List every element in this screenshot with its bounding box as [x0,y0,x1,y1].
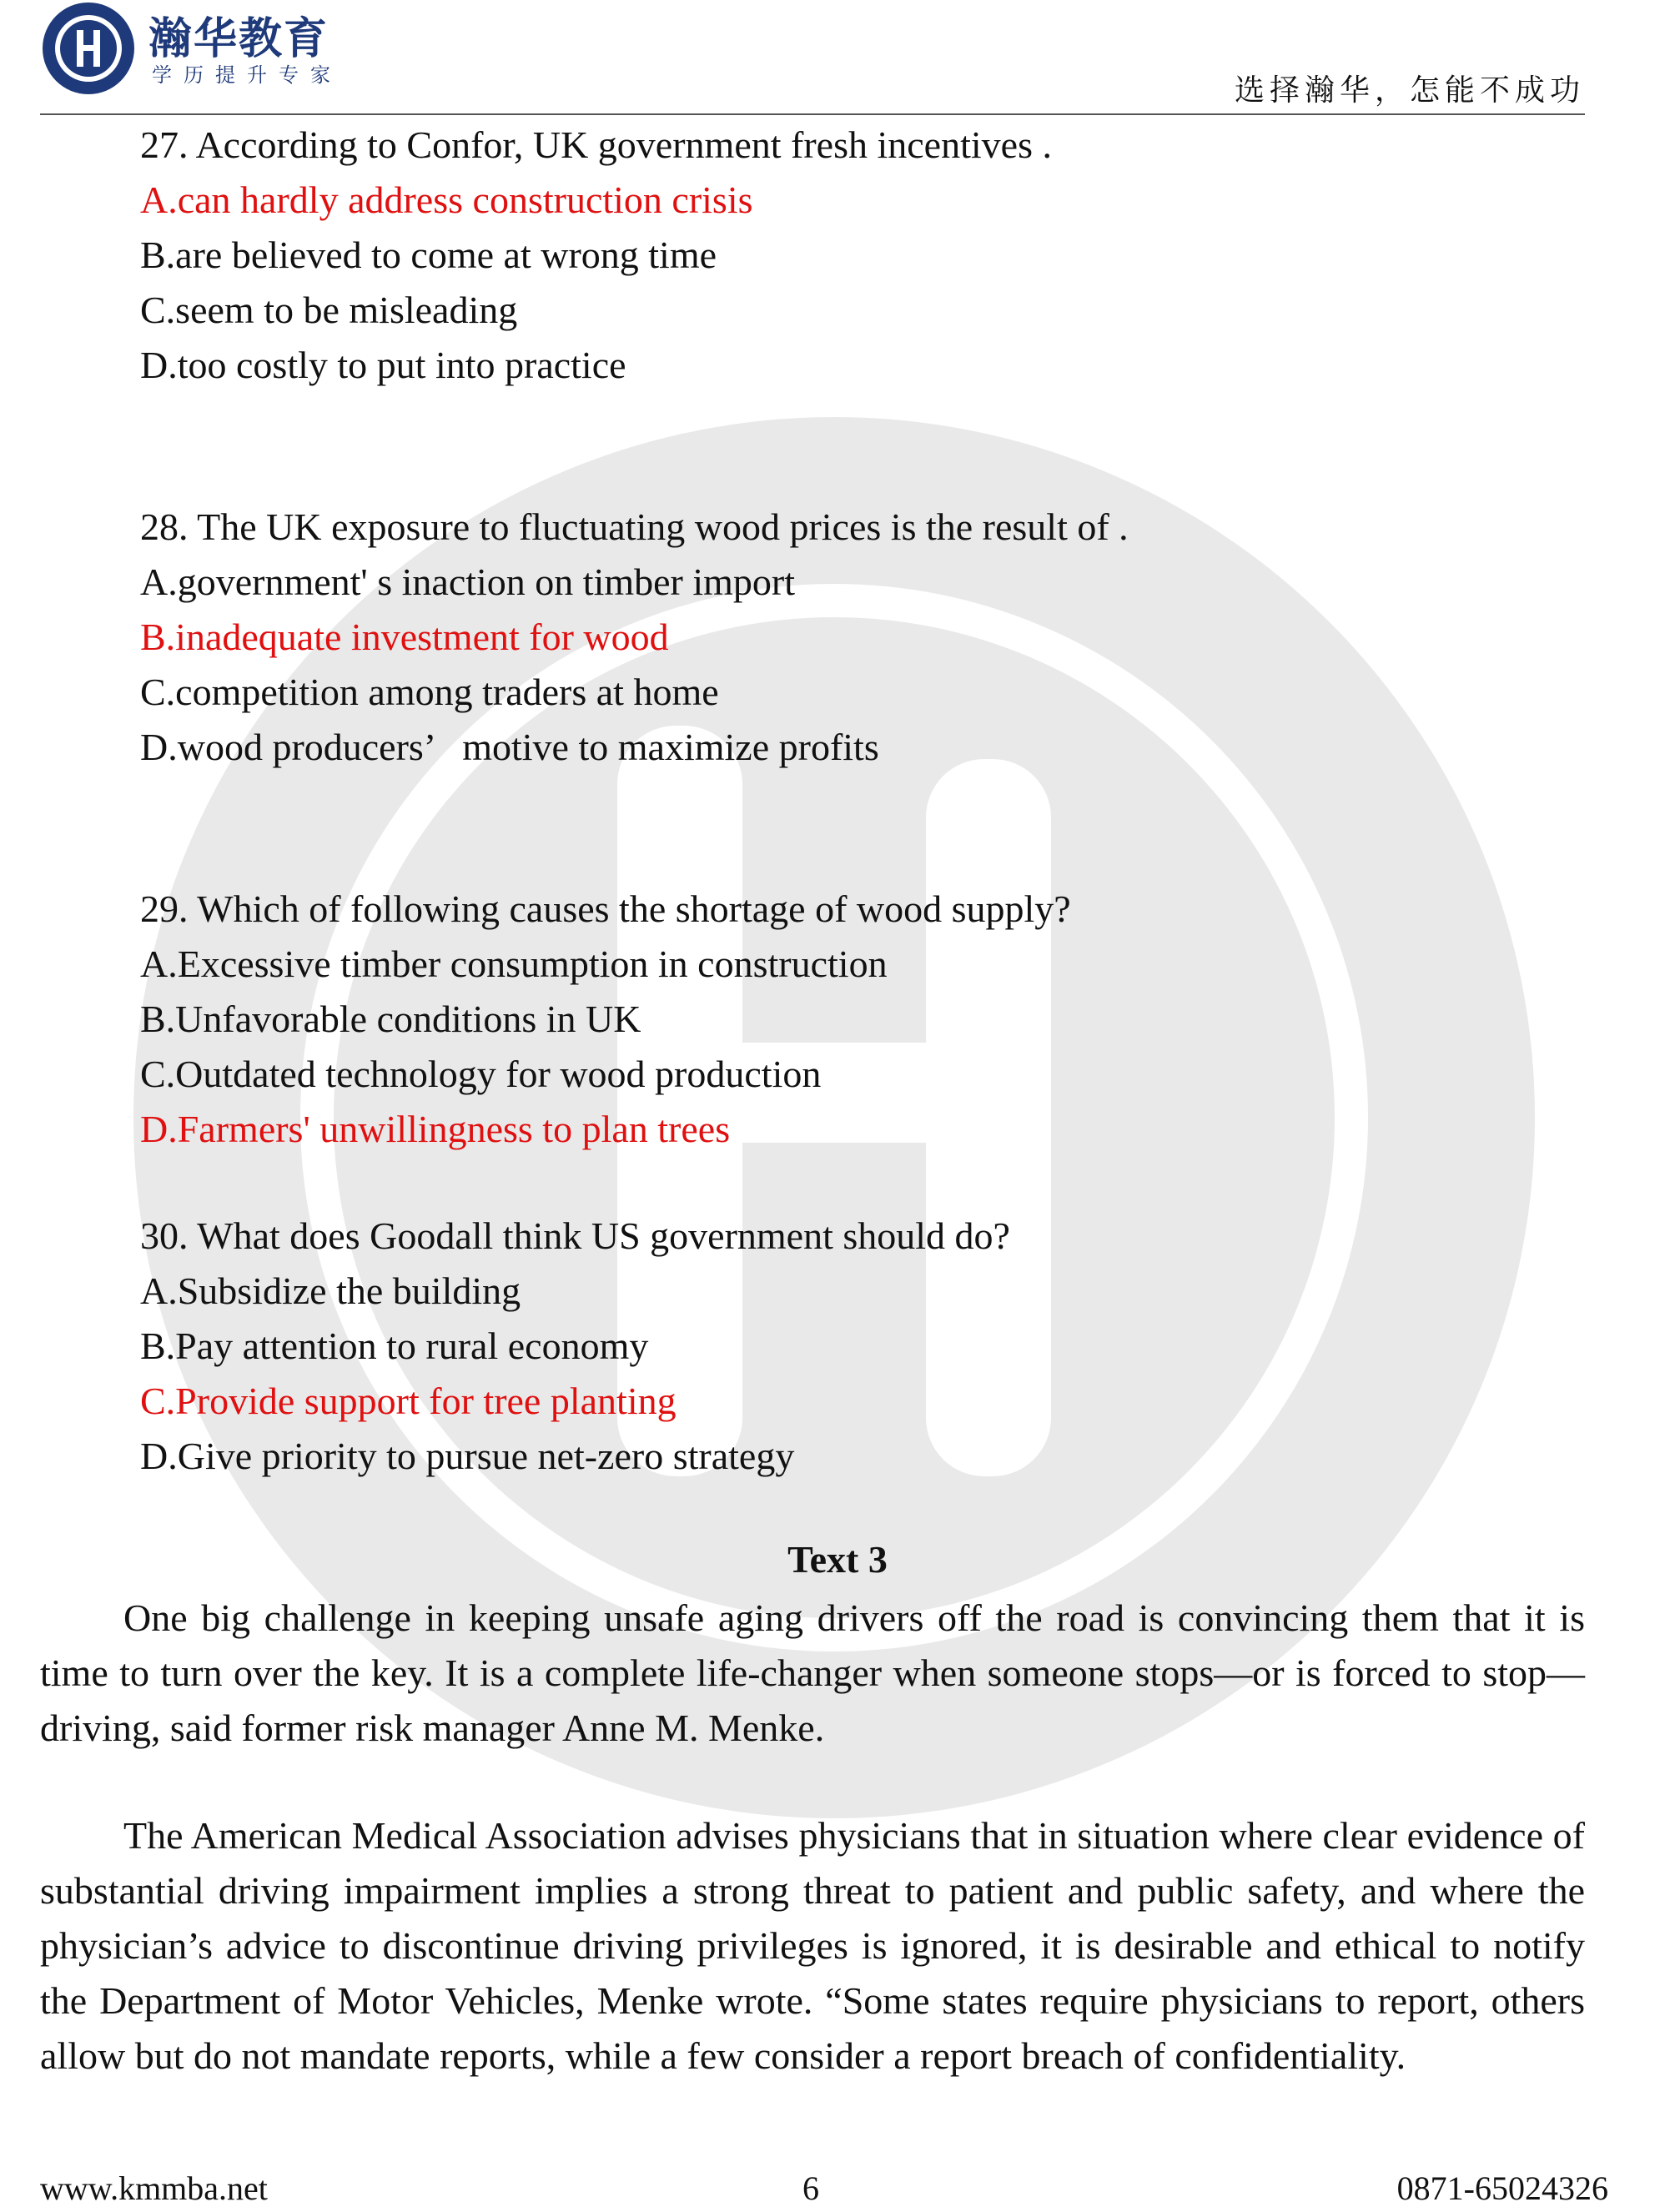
option-a: A.government' s inaction on timber import [140,561,796,603]
question-27 [140,118,1052,393]
question-29 [140,882,1071,1157]
option-d: D.Farmers' unwillingness to plan trees [140,1108,731,1150]
option-b: B.are believed to come at wrong time [140,234,717,276]
option-d: D.wood producers’ motive to maximize profits [140,726,879,768]
footer-website: www.kmmba.net [40,2169,268,2207]
brand-name: 瀚华教育 [148,14,329,64]
school-logo [40,0,137,97]
footer-phone: 0871-65024326 [1396,2169,1608,2207]
header-slogan: 选择瀚华，怎能不成功 [1234,73,1585,108]
passage-paragraph-1: One big challenge in keeping unsafe aging drivers off the road is convincing them that it is time to turn over the key. It is a complete life-changer when someone stops—or is forced to stop—driving, said former risk manager Anne M. Menke. [40,1596,1585,1749]
option-c: C.Provide support for tree planting [140,1380,677,1422]
question-stem: 27. According to Confor, UK government fresh incentives . [140,123,1052,166]
question-stem: 28. The UK exposure to fluctuating wood prices is the result of . [140,505,1129,548]
header-divider [40,113,1585,115]
option-b: B.inadequate investment for wood [140,616,669,658]
option-b: B.Pay attention to rural economy [140,1325,649,1367]
option-c: C.competition among traders at home [140,671,719,713]
option-c: C.Outdated technology for wood production [140,1053,822,1095]
option-d: D.Give priority to pursue net-zero strategy [140,1435,795,1477]
option-b: B.Unfavorable conditions in UK [140,998,641,1040]
section-heading: Text 3 [787,1538,888,1581]
question-stem: 29. Which of following causes the shortage of wood supply? [140,887,1071,930]
brand-tagline: 学历提升专家 [152,63,342,87]
option-a: A.can hardly address construction crisis [140,178,753,221]
question-stem: 30. What does Goodall think US government should do? [140,1214,1010,1257]
option-c: C.seem to be misleading [140,289,518,331]
page-number: 6 [802,2169,819,2207]
option-a: A.Excessive timber consumption in construction [140,943,888,985]
question-28 [140,500,1129,775]
option-d: D.too costly to put into practice [140,344,626,386]
passage-paragraph-2: The American Medical Association advises physicians that in situation where clear evidence of substantial driving impairment implies a strong threat to patient and public safety, and where the physician’s advice to discontinue driving privileges is ignored, it is desirable and ethical to notify the Department of Motor Vehicles, Menke wrote. “Some states require physicians to report, others allow but do not mandate reports, while a few consider a report breach of confidentiality. [40,1814,1585,2077]
option-a: A.Subsidize the building [140,1269,521,1312]
question-30 [140,1209,1010,1484]
